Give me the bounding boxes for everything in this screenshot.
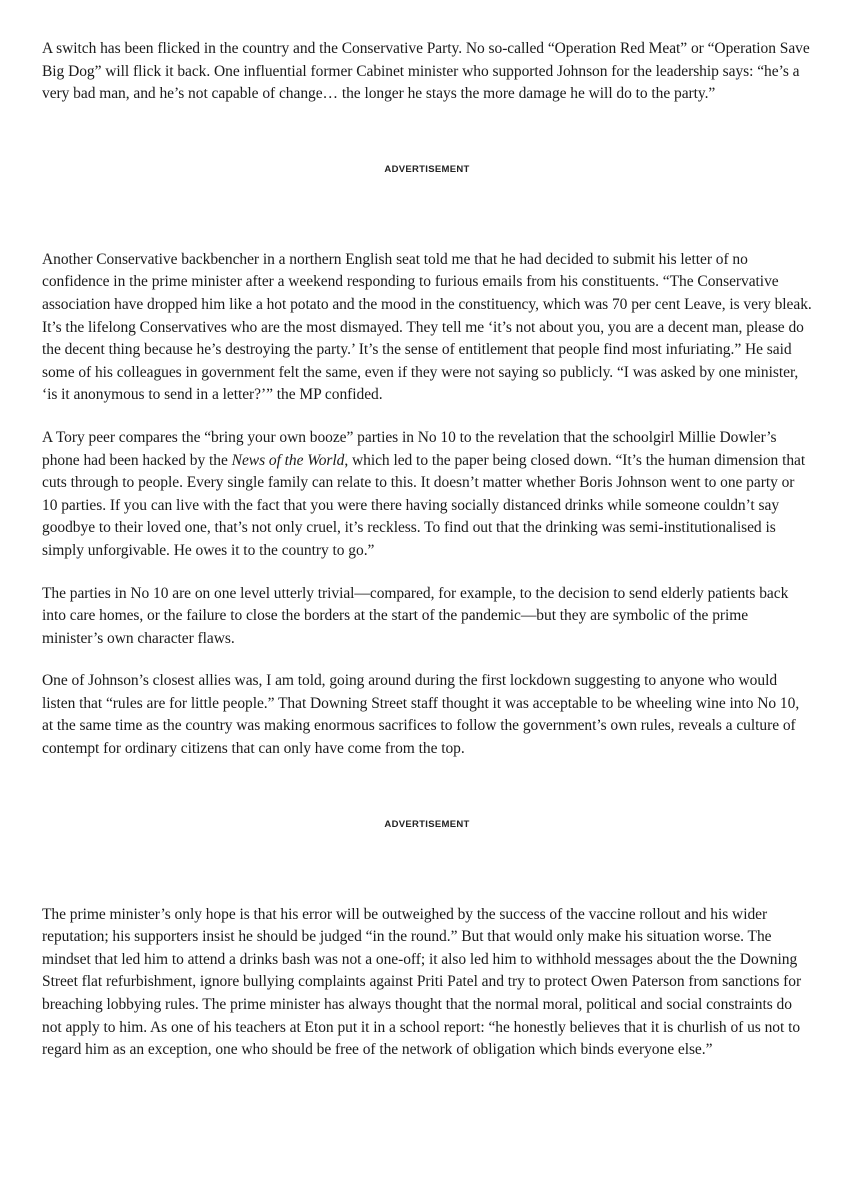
paragraph-3-text-start: A Tory peer compares the “bring your own booze” parties in No 10 to the revelation that the schoolgirl Millie Dowler’s phone had been hacked by the: [42, 428, 777, 469]
paragraph-3-text-end: , which led to the paper being closed down. “It’s the human dimension that cuts through to people. Every single family can relate to this. It doesn’t matter whether Boris Johnson went to one party or 10 parties. If you can live with the fact that you were there having socially distanced drinks while someone couldn’t say goodbye to their loved one, that’s not only cruel, it’s reckless. To find out that the drinking was semi-institutionalised is simply unforgivable. He owes it to the country to go.”: [42, 451, 806, 559]
article-paragraph-5: One of Johnson’s closest allies was, I am told, going around during the first lockdown suggesting to anyone who would listen that “rules are for little people.” That Downing Street staff thought it was acceptable to be wheeling wine into No 10, at the same time as the country was making enormous sacrifices to follow the government’s own rules, reveals a culture of contempt for ordinary citizens that can only have come from the top.: [42, 672, 800, 758]
article-paragraph-1: A switch has been flicked in the country and the Conservative Party. No so-called “Operation Red Meat” or “Operation Save Big Dog” will flick it back. One influential former Cabinet minister who supported Johnson for the leadership says: “he’s a very bad man, and he’s not capable of change… the longer he stays the more damage he will do to the party.”: [42, 40, 810, 103]
article-paragraph-3: [42, 427, 812, 563]
article-paragraph-2: Another Conservative backbencher in a northern English seat told me that he had decided to submit his letter of no confidence in the prime minister after a weekend responding to furious emails from his constituents. “The Conservative association have dropped him like a hot potato and the mood in the constituency, which was 70 per cent Leave, is very bleak. It’s the lifelong Conservatives who are the most dismayed. They tell me ‘it’s not about you, you are a decent man, please do the decent thing because he’s destroying the party.’ It’s the sense of entitlement that people find most infuriating.” He said some of his colleagues in government felt the same, even if they were not saying so publicly. “I was asked by one minister, ‘is it anonymous to send in a letter?’” the MP confided.: [42, 250, 812, 404]
article-paragraph-6: The prime minister’s only hope is that his error will be outweighed by the success of the vaccine rollout and his wider reputation; his supporters insist he should be judged “in the round.” But that would only make his situation worse. The mindset that led him to attend a drinks bash was not a one-off; it also led him to withhold messages about the the Downing Street flat refurbishment, ignore bullying complaints against Priti Patel and try to protect Owen Paterson from sanctions for breaching lobbying rules. The prime minister has always thought that the normal moral, political and social constraints do not apply to him. As one of his teachers at Eton put it in a school report: “he honestly believes that it is churlish of us not to regard him as an exception, one who should be free of the network of obligation which binds everyone else.”: [42, 905, 802, 1059]
advertisement-label: ADVERTISEMENT: [384, 818, 470, 830]
article-body: [42, 38, 812, 1082]
advertisement-slot-1: [42, 126, 812, 249]
advertisement-slot-2: [42, 781, 812, 904]
article-paragraph-4: The parties in No 10 are on one level utterly trivial—compared, for example, to the decision to send elderly patients back into care homes, or the failure to close the borders at the start of the pandemic—but they are symbolic of the prime minister’s own character flaws.: [42, 584, 789, 647]
publication-name: News of the World: [231, 451, 345, 469]
advertisement-label: ADVERTISEMENT: [384, 163, 470, 175]
